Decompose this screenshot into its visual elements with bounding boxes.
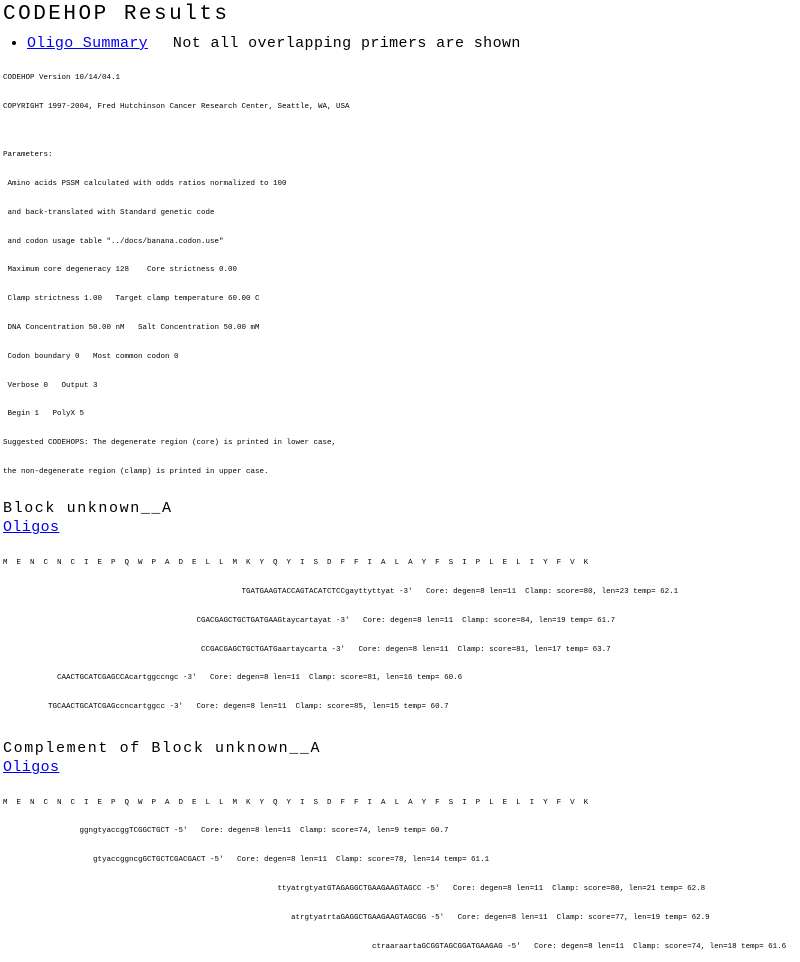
complement-a-heading: Complement of Block unknown__A [3,740,322,758]
block-a-heading: Block unknown__A [3,500,173,518]
parameter-line: Verbose 0 Output 3 [3,381,98,390]
block-a-oligos [3,540,800,722]
oligo-row: TGCAACTGCATCGAGccncartggcc -3' Core: degen=8 len=11 Clamp: score=85, len=15 temp= 60.7 [48,703,449,712]
summary-note: Not all overlapping primers are shown [172,35,521,52]
amino-acid-row: M E N C N C I E P Q W P A D E L L M K Y Q Y I S D F F I A L A Y F S I P L E L I Y F V K [3,559,589,568]
parameter-line: Amino acids PSSM calculated with odds ratios normalized to 100 [3,180,287,189]
version-line: CODEHOP Version 10/14/04.1 [3,74,121,83]
oligo-row: CCGACGAGCTGCTGATGaartaycarta -3' Core: degen=8 len=11 Clamp: score=81, len=17 temp= 63.7 [201,645,611,654]
oligo-row: ctraaraartaGCGGTAGCGGATGAAGAG -5' Core: degen=8 len=11 Clamp: score=74, len=18 temp= 61.6 [372,942,787,951]
parameters-heading: Parameters: [3,151,53,160]
amino-acid-row: M E N C N C I E P Q W P A D E L L M K Y Q Y I S D F F I A L A Y F S I P L E L I Y F V K [3,798,589,807]
oligo-row: ggngtyaccggTCGGCTGCT -5' Core: degen=8 len=11 Clamp: score=74, len=9 temp= 60.7 [79,827,449,836]
block-a-oligos-link[interactable]: Oligos [3,519,60,537]
parameter-line: Clamp strictness 1.00 Target clamp temperature 60.00 C [3,295,260,304]
complement-a-oligos [3,779,800,961]
suggested-codehops-note: the non-degenerate region (clamp) is printed in upper case. [3,467,269,476]
complement-a-oligos-link[interactable]: Oligos [3,759,60,777]
oligo-row: CGACGAGCTGCTGATGAAGtaycartayat -3' Core: degen=8 len=11 Clamp: score=84, len=19 temp= 61.7 [196,616,616,625]
parameter-line: and back-translated with Standard genetic code [3,208,215,217]
parameter-line: Begin 1 PolyX 5 [3,410,85,419]
suggested-codehops-note: Suggested CODEHOPS: The degenerate region (core) is printed in lower case, [3,439,337,448]
page-title: CODEHOP Results [3,3,230,26]
parameter-line: Maximum core degeneracy 128 Core strictness 0.00 [3,266,238,275]
parameters-block [3,132,800,487]
oligo-summary-link[interactable]: Oligo Summary [27,35,148,52]
oligo-row: TGATGAAGTACCAGTACATCTCCgayttyttyat -3' Core: degen=8 len=11 Clamp: score=80, len=23 temp= 62.1 [241,588,679,597]
meta-block [3,55,800,122]
oligo-row: CAACTGCATCGAGCCAcartggccngc -3' Core: degen=8 len=11 Clamp: score=81, len=16 temp= 60.6 [57,674,463,683]
summary-list [0,35,800,53]
oligo-row: atrgtyatrtaGAGGCTGAAGAAGTAGCGG -5' Core: degen=8 len=11 Clamp: score=77, len=19 temp= 62.9 [291,913,710,922]
parameter-line: Codon boundary 0 Most common codon 0 [3,352,179,361]
copyright-line: COPYRIGHT 1997-2004, Fred Hutchinson Cancer Research Center, Seattle, WA, USA [3,102,350,111]
parameter-line: DNA Concentration 50.00 nM Salt Concentration 50.00 mM [3,324,260,333]
summary-item [27,35,800,53]
oligo-row: ttyatrgtyatGTAGAGGCTGAAGAAGTAGCC -5' Core: degen=8 len=11 Clamp: score=80, len=21 temp= 62.8 [277,884,706,893]
parameter-line: and codon usage table "../docs/banana.codon.use" [3,237,224,246]
oligo-row: gtyaccggncgGCTGCTCGACGACT -5' Core: degen=8 len=11 Clamp: score=78, len=14 temp= 61.1 [93,856,490,865]
